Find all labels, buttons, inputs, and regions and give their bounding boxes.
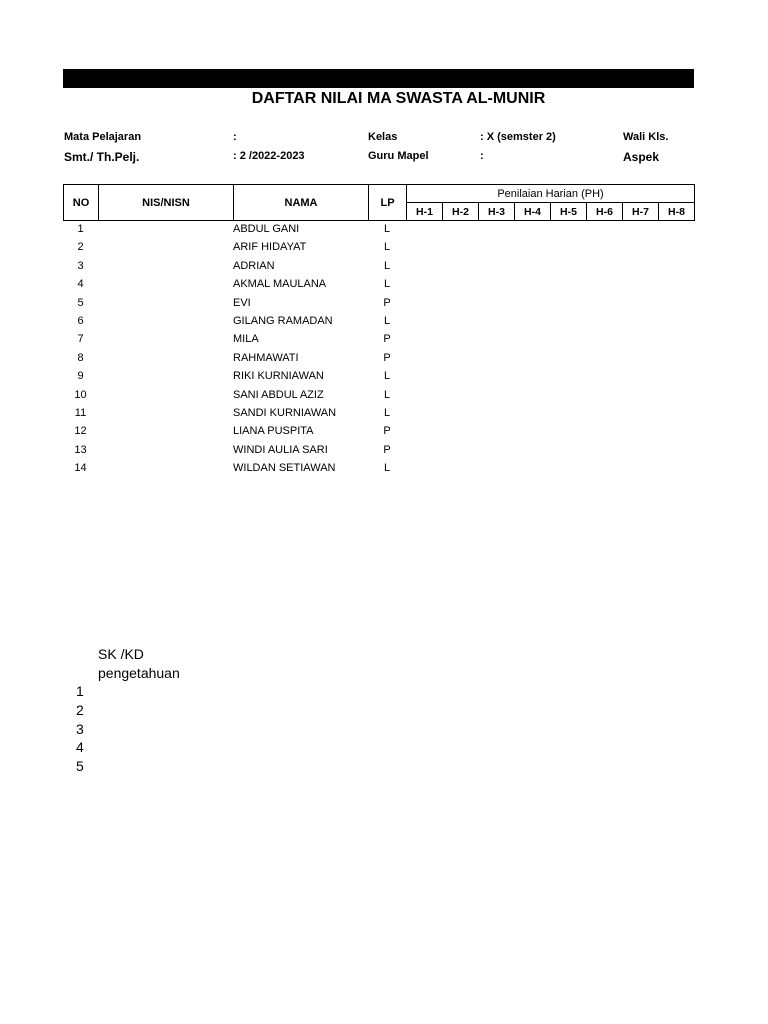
sk-number: 4 [76, 739, 84, 755]
row-lp: L [383, 406, 391, 419]
kelas-label: Kelas [368, 131, 398, 143]
col-h1-header: H-1 [407, 203, 443, 221]
row-lp: L [383, 370, 391, 383]
row-lp: L [383, 388, 391, 401]
row-no: 1 [77, 223, 84, 235]
row-nama: EVI [233, 296, 251, 309]
row-lp: L [383, 223, 391, 235]
row-lp: L [383, 278, 391, 291]
table-row [63, 296, 694, 314]
row-no: 10 [74, 388, 87, 401]
sk-kd-sub-label: pengetahuan [98, 665, 180, 681]
row-nama: RAHMAWATI [233, 351, 299, 364]
guru-mapel-value: : [480, 150, 484, 162]
guru-mapel-label: Guru Mapel [368, 150, 429, 162]
row-lp: L [383, 462, 391, 475]
row-no: 7 [77, 333, 84, 346]
row-lp: L [383, 259, 391, 272]
col-h5-header: H-5 [551, 203, 587, 221]
header-bar [63, 69, 694, 88]
table-row [63, 277, 694, 295]
row-no: 13 [74, 443, 87, 456]
sk-number: 3 [76, 721, 84, 737]
row-lp: P [383, 296, 391, 309]
col-h4-header: H-4 [515, 203, 551, 221]
row-no: 6 [77, 314, 84, 327]
table-row [63, 240, 694, 258]
mata-pelajaran-label: Mata Pelajaran [64, 131, 142, 143]
page-title: DAFTAR NILAI MA SWASTA AL-MUNIR [251, 90, 546, 107]
col-nama-header: NAMA [234, 185, 369, 221]
row-no: 4 [77, 278, 84, 291]
row-nama: RIKI KURNIAWAN [233, 370, 324, 383]
semester-label: Smt./ Th.Pelj. [64, 150, 140, 164]
row-nama: AKMAL MAULANA [233, 278, 327, 291]
table-row [63, 314, 694, 332]
row-nama: SANI ABDUL AZIZ [233, 388, 324, 401]
row-nama: GILANG RAMADAN [233, 314, 333, 327]
row-no: 9 [77, 370, 84, 383]
row-nama: MILA [233, 333, 259, 346]
row-lp: P [383, 351, 391, 364]
semester-value: : 2 /2022-2023 [233, 150, 305, 162]
row-nama: SANDI KURNIAWAN [233, 406, 337, 419]
row-no: 14 [74, 462, 87, 475]
col-ph-header: Penilaian Harian (PH) [407, 185, 695, 203]
row-nama: ADRIAN [233, 259, 275, 272]
student-list [63, 222, 694, 479]
row-lp: L [383, 241, 391, 254]
table-row [63, 461, 694, 479]
row-nama: WINDI AULIA SARI [233, 443, 328, 456]
kelas-value: : X (semster 2) [480, 131, 556, 143]
col-h2-header: H-2 [443, 203, 479, 221]
table-row [63, 222, 694, 240]
row-lp: P [383, 425, 391, 438]
row-lp: P [383, 443, 391, 456]
col-lp-header: LP [369, 185, 407, 221]
table-row [63, 369, 694, 387]
mata-pelajaran-value: : [233, 131, 237, 143]
row-no: 2 [77, 241, 84, 254]
table-row [63, 332, 694, 350]
row-nama: WILDAN SETIAWAN [233, 462, 336, 475]
row-nama: ABDUL GANI [233, 223, 300, 235]
table-row [63, 424, 694, 442]
aspek-label: Aspek [623, 150, 660, 164]
col-nis-header: NIS/NISN [99, 185, 234, 221]
sk-kd-label: SK /KD [98, 646, 144, 662]
grade-table-header [63, 184, 695, 221]
row-no: 5 [77, 296, 84, 309]
row-no: 3 [77, 259, 84, 272]
col-h8-header: H-8 [659, 203, 695, 221]
row-nama: ARIF HIDAYAT [233, 241, 307, 254]
row-lp: L [383, 314, 391, 327]
row-lp: P [383, 333, 391, 346]
col-h3-header: H-3 [479, 203, 515, 221]
row-no: 11 [74, 406, 87, 419]
wali-kelas-label: Wali Kls. [623, 131, 669, 143]
col-h7-header: H-7 [623, 203, 659, 221]
sk-number: 1 [76, 683, 84, 699]
table-row [63, 259, 694, 277]
sk-number: 2 [76, 702, 84, 718]
row-no: 12 [74, 425, 87, 438]
table-row [63, 351, 694, 369]
table-row [63, 443, 694, 461]
col-no-header: NO [64, 185, 99, 221]
col-h6-header: H-6 [587, 203, 623, 221]
row-no: 8 [77, 351, 84, 364]
row-nama: LIANA PUSPITA [233, 425, 314, 438]
sk-number: 5 [76, 758, 84, 774]
table-row [63, 388, 694, 406]
table-row [63, 406, 694, 424]
